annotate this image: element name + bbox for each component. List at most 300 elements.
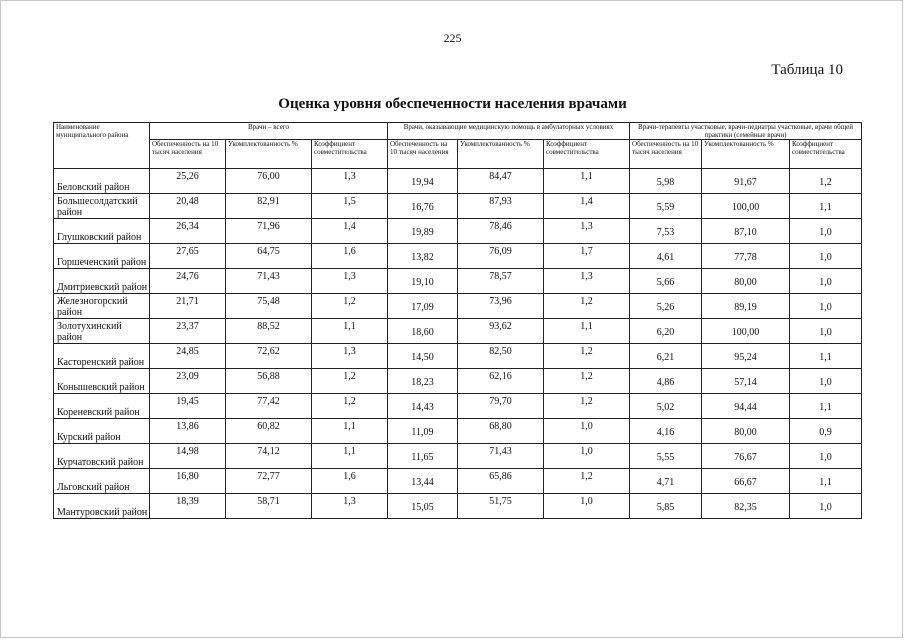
value-text: 1,0	[580, 496, 593, 507]
value-text: 1,3	[343, 171, 356, 182]
district-name: Беловский район	[57, 182, 130, 193]
value-cell	[790, 169, 862, 194]
header-coverage: Обеспеченность на 10 тысяч населения	[630, 140, 702, 169]
value-text: 1,0	[819, 227, 832, 238]
district-name: Дмитриевский район	[57, 282, 148, 293]
table-row	[54, 219, 862, 244]
value-text: 19,45	[176, 396, 199, 407]
value-text: 80,00	[734, 277, 757, 288]
value-cell	[226, 494, 312, 519]
value-cell	[630, 419, 702, 444]
value-text: 24,76	[176, 271, 199, 282]
value-text: 17,09	[411, 302, 434, 313]
value-text: 14,43	[411, 402, 434, 413]
value-text: 27,65	[176, 246, 199, 257]
value-text: 76,67	[734, 452, 757, 463]
value-text: 58,71	[257, 496, 280, 507]
value-text: 1,0	[819, 252, 832, 263]
value-text: 1,2	[580, 371, 593, 382]
value-cell	[702, 219, 790, 244]
value-text: 26,34	[176, 221, 199, 232]
value-cell	[544, 444, 630, 469]
value-cell	[388, 194, 458, 219]
value-cell	[630, 319, 702, 344]
value-cell	[458, 469, 544, 494]
table-row	[54, 494, 862, 519]
value-text: 14,50	[411, 352, 434, 363]
value-text: 82,91	[257, 196, 280, 207]
value-cell	[790, 319, 862, 344]
value-cell	[312, 469, 388, 494]
value-cell	[544, 494, 630, 519]
value-text: 66,67	[734, 477, 757, 488]
value-text: 82,35	[734, 502, 757, 513]
physician-coverage-table	[53, 122, 862, 519]
value-cell	[544, 469, 630, 494]
value-cell	[150, 294, 226, 319]
value-cell	[458, 294, 544, 319]
table-row	[54, 169, 862, 194]
value-cell	[312, 194, 388, 219]
value-cell	[458, 219, 544, 244]
header-coverage: Обеспеченность на 10 тысяч населения	[388, 140, 458, 169]
value-cell	[544, 269, 630, 294]
value-text: 71,43	[489, 446, 512, 457]
district-name-cell	[54, 369, 150, 394]
value-text: 71,43	[257, 271, 280, 282]
value-cell	[226, 444, 312, 469]
value-cell	[388, 219, 458, 244]
value-text: 1,1	[343, 321, 356, 332]
value-cell	[312, 319, 388, 344]
value-text: 5,55	[656, 452, 675, 463]
value-text: 76,09	[489, 246, 512, 257]
value-text: 19,10	[411, 277, 434, 288]
value-text: 65,86	[489, 471, 512, 482]
value-cell	[226, 419, 312, 444]
value-text: 1,3	[580, 221, 593, 232]
value-cell	[458, 419, 544, 444]
value-cell	[388, 269, 458, 294]
value-cell	[790, 444, 862, 469]
value-text: 72,62	[257, 346, 280, 357]
value-cell	[312, 219, 388, 244]
table-row	[54, 369, 862, 394]
value-cell	[790, 269, 862, 294]
value-text: 4,86	[656, 377, 675, 388]
value-text: 1,1	[580, 321, 593, 332]
value-cell	[150, 244, 226, 269]
district-name: Кореневский район	[57, 407, 140, 418]
value-text: 51,75	[489, 496, 512, 507]
table-row	[54, 294, 862, 319]
value-cell	[702, 444, 790, 469]
value-cell	[544, 369, 630, 394]
value-text: 1,1	[343, 446, 356, 457]
value-text: 56,88	[257, 371, 280, 382]
value-cell	[630, 269, 702, 294]
value-cell	[312, 344, 388, 369]
value-text: 19,89	[411, 227, 434, 238]
value-text: 4,61	[656, 252, 675, 263]
value-cell	[312, 369, 388, 394]
header-group-district-physicians: Врачи-терапевты участковые, врачи-педиатры участковые, врачи общей практики (семейные врачи)	[630, 123, 862, 140]
district-name: Касторенский район	[57, 357, 145, 368]
value-cell	[388, 419, 458, 444]
value-cell	[150, 169, 226, 194]
value-text: 11,65	[411, 452, 434, 463]
value-text: 1,2	[343, 371, 356, 382]
value-text: 95,24	[734, 352, 757, 363]
value-cell	[312, 394, 388, 419]
value-text: 21,71	[176, 296, 199, 307]
value-text: 24,85	[176, 346, 199, 357]
value-text: 5,26	[656, 302, 675, 313]
district-name: Железногорский район	[57, 296, 128, 318]
value-cell	[702, 494, 790, 519]
value-text: 1,0	[819, 502, 832, 513]
district-name: Курский район	[57, 432, 121, 443]
value-text: 78,57	[489, 271, 512, 282]
value-cell	[458, 169, 544, 194]
value-cell	[544, 219, 630, 244]
value-text: 4,16	[656, 427, 675, 438]
value-text: 87,93	[489, 196, 512, 207]
value-text: 1,0	[580, 421, 593, 432]
value-cell	[702, 169, 790, 194]
value-cell	[630, 244, 702, 269]
district-name-cell	[54, 344, 150, 369]
header-combination-coef: Коэффициент совместительства	[544, 140, 630, 169]
value-text: 82,50	[489, 346, 512, 357]
header-staffing: Укомплектованность %	[702, 140, 790, 169]
value-cell	[388, 319, 458, 344]
value-cell	[226, 344, 312, 369]
value-text: 14,98	[176, 446, 199, 457]
value-cell	[544, 419, 630, 444]
value-cell	[790, 394, 862, 419]
value-text: 89,19	[734, 302, 757, 313]
header-group-all-doctors: Врачи – всего	[150, 123, 388, 140]
value-cell	[630, 169, 702, 194]
value-text: 1,1	[819, 352, 832, 363]
value-text: 18,39	[176, 496, 199, 507]
value-text: 1,2	[580, 396, 593, 407]
value-cell	[150, 419, 226, 444]
value-cell	[388, 444, 458, 469]
value-cell	[150, 469, 226, 494]
value-cell	[702, 369, 790, 394]
value-text: 77,78	[734, 252, 757, 263]
value-cell	[702, 394, 790, 419]
value-text: 68,80	[489, 421, 512, 432]
value-cell	[702, 244, 790, 269]
value-text: 4,71	[656, 477, 675, 488]
value-cell	[790, 194, 862, 219]
value-cell	[312, 494, 388, 519]
value-cell	[312, 294, 388, 319]
value-cell	[630, 344, 702, 369]
value-text: 16,76	[411, 202, 434, 213]
value-text: 1,4	[343, 221, 356, 232]
value-cell	[458, 194, 544, 219]
value-cell	[544, 169, 630, 194]
district-name-cell	[54, 244, 150, 269]
value-text: 57,14	[734, 377, 757, 388]
value-cell	[458, 369, 544, 394]
value-text: 18,23	[411, 377, 434, 388]
table-row	[54, 344, 862, 369]
district-name-cell	[54, 419, 150, 444]
district-name-cell	[54, 444, 150, 469]
value-cell	[150, 194, 226, 219]
value-text: 73,96	[489, 296, 512, 307]
value-cell	[458, 394, 544, 419]
value-text: 7,53	[656, 227, 675, 238]
value-cell	[226, 394, 312, 419]
district-name-cell	[54, 194, 150, 219]
district-name: Льговский район	[57, 482, 130, 493]
value-cell	[630, 194, 702, 219]
district-name-cell	[54, 294, 150, 319]
value-cell	[150, 319, 226, 344]
value-text: 78,46	[489, 221, 512, 232]
value-text: 91,67	[734, 177, 757, 188]
value-text: 100,00	[731, 202, 760, 213]
value-cell	[702, 319, 790, 344]
value-cell	[790, 219, 862, 244]
value-text: 1,3	[580, 271, 593, 282]
value-cell	[544, 394, 630, 419]
value-text: 1,2	[343, 396, 356, 407]
value-text: 23,37	[176, 321, 199, 332]
table-caption: Таблица 10	[771, 62, 843, 78]
district-name-cell	[54, 394, 150, 419]
value-text: 1,2	[819, 177, 832, 188]
district-name: Горшеченский район	[57, 257, 147, 268]
value-text: 62,16	[489, 371, 512, 382]
value-text: 1,0	[819, 302, 832, 313]
district-name: Мантуровский район	[57, 507, 148, 518]
value-text: 23,09	[176, 371, 199, 382]
district-name-cell	[54, 169, 150, 194]
district-name-cell	[54, 469, 150, 494]
value-cell	[226, 369, 312, 394]
value-cell	[312, 169, 388, 194]
value-text: 1,2	[580, 346, 593, 357]
value-text: 1,1	[819, 202, 832, 213]
value-cell	[312, 269, 388, 294]
header-staffing: Укомплектованность %	[226, 140, 312, 169]
value-text: 1,0	[819, 452, 832, 463]
value-text: 1,1	[343, 421, 356, 432]
value-text: 1,6	[343, 246, 356, 257]
header-group-outpatient: Врачи, оказывающие медицинскую помощь в амбулаторных условиях	[388, 123, 630, 140]
value-cell	[702, 469, 790, 494]
page-number: 225	[443, 31, 462, 45]
value-cell	[388, 369, 458, 394]
value-text: 1,0	[819, 327, 832, 338]
document-title: Оценка уровня обеспеченности населения врачами	[278, 96, 627, 112]
header-coverage: Обеспеченность на 10 тысяч населения	[150, 140, 226, 169]
value-text: 5,02	[656, 402, 675, 413]
value-text: 0,9	[819, 427, 832, 438]
table-row	[54, 469, 862, 494]
value-text: 1,1	[580, 171, 593, 182]
header-combination-coef: Коэффициент совместительства	[790, 140, 862, 169]
value-cell	[388, 469, 458, 494]
value-text: 1,2	[580, 471, 593, 482]
value-text: 1,2	[580, 296, 593, 307]
value-text: 1,0	[819, 377, 832, 388]
value-text: 100,00	[731, 327, 760, 338]
value-cell	[458, 494, 544, 519]
district-name-cell	[54, 494, 150, 519]
value-cell	[790, 419, 862, 444]
value-text: 1,3	[343, 346, 356, 357]
value-cell	[630, 294, 702, 319]
district-name-cell	[54, 219, 150, 244]
district-name-cell	[54, 319, 150, 344]
header-staffing: Укомплектованность %	[458, 140, 544, 169]
value-cell	[790, 244, 862, 269]
value-text: 84,47	[489, 171, 512, 182]
value-cell	[702, 294, 790, 319]
value-text: 19,94	[411, 177, 434, 188]
value-cell	[388, 344, 458, 369]
value-cell	[544, 244, 630, 269]
value-cell	[630, 369, 702, 394]
value-text: 75,48	[257, 296, 280, 307]
value-cell	[544, 294, 630, 319]
value-cell	[226, 294, 312, 319]
value-text: 25,26	[176, 171, 199, 182]
value-cell	[226, 319, 312, 344]
value-text: 13,86	[176, 421, 199, 432]
value-text: 1,0	[819, 277, 832, 288]
value-text: 88,52	[257, 321, 280, 332]
value-text: 76,00	[257, 171, 280, 182]
value-text: 1,4	[580, 196, 593, 207]
table-row	[54, 194, 862, 219]
value-text: 18,60	[411, 327, 434, 338]
table-row	[54, 269, 862, 294]
value-cell	[150, 394, 226, 419]
value-text: 5,85	[656, 502, 675, 513]
value-text: 5,98	[656, 177, 675, 188]
value-cell	[226, 169, 312, 194]
value-cell	[388, 494, 458, 519]
value-text: 1,1	[819, 402, 832, 413]
value-cell	[630, 469, 702, 494]
value-cell	[312, 244, 388, 269]
value-text: 93,62	[489, 321, 512, 332]
header-district-name: Наименование муниципального района	[54, 123, 150, 169]
district-name-cell	[54, 269, 150, 294]
value-cell	[702, 194, 790, 219]
value-cell	[388, 244, 458, 269]
value-text: 80,00	[734, 427, 757, 438]
value-text: 94,44	[734, 402, 757, 413]
value-cell	[790, 344, 862, 369]
value-text: 1,1	[819, 477, 832, 488]
value-cell	[312, 444, 388, 469]
value-cell	[544, 319, 630, 344]
value-cell	[226, 194, 312, 219]
value-cell	[702, 269, 790, 294]
value-cell	[790, 469, 862, 494]
value-cell	[702, 344, 790, 369]
value-cell	[226, 244, 312, 269]
value-text: 1,7	[580, 246, 593, 257]
value-cell	[790, 494, 862, 519]
district-name: Конышевский район	[57, 382, 145, 393]
table-row	[54, 394, 862, 419]
table-row	[54, 319, 862, 344]
value-cell	[150, 344, 226, 369]
value-cell	[150, 269, 226, 294]
value-cell	[702, 419, 790, 444]
value-text: 74,12	[257, 446, 280, 457]
value-cell	[226, 469, 312, 494]
value-cell	[630, 394, 702, 419]
value-text: 72,77	[257, 471, 280, 482]
value-cell	[150, 369, 226, 394]
district-name: Курчатовский район	[57, 457, 144, 468]
value-text: 13,44	[411, 477, 434, 488]
header-combination-coef: Коэффициент совместительства	[312, 140, 388, 169]
value-cell	[150, 494, 226, 519]
value-cell	[388, 394, 458, 419]
value-text: 5,66	[656, 277, 675, 288]
value-text: 87,10	[734, 227, 757, 238]
district-name: Золотухинский район	[57, 321, 122, 343]
value-cell	[630, 494, 702, 519]
value-cell	[544, 194, 630, 219]
value-cell	[630, 219, 702, 244]
value-cell	[388, 294, 458, 319]
value-text: 6,21	[656, 352, 675, 363]
value-text: 13,82	[411, 252, 434, 263]
table-row	[54, 244, 862, 269]
district-name: Большесолдатский район	[57, 196, 138, 218]
value-cell	[630, 444, 702, 469]
value-cell	[458, 269, 544, 294]
value-cell	[226, 219, 312, 244]
value-cell	[312, 419, 388, 444]
value-cell	[458, 344, 544, 369]
value-text: 71,96	[257, 221, 280, 232]
value-text: 15,05	[411, 502, 434, 513]
district-name: Глушковский район	[57, 232, 142, 243]
value-text: 1,3	[343, 496, 356, 507]
value-text: 6,20	[656, 327, 675, 338]
table-row	[54, 419, 862, 444]
value-text: 60,82	[257, 421, 280, 432]
value-cell	[226, 269, 312, 294]
value-text: 16,80	[176, 471, 199, 482]
value-cell	[544, 344, 630, 369]
value-text: 11,09	[411, 427, 434, 438]
value-text: 64,75	[257, 246, 280, 257]
value-text: 1,6	[343, 471, 356, 482]
value-text: 1,0	[580, 446, 593, 457]
value-cell	[458, 244, 544, 269]
value-cell	[790, 369, 862, 394]
value-text: 79,70	[489, 396, 512, 407]
value-cell	[150, 444, 226, 469]
table-row	[54, 444, 862, 469]
